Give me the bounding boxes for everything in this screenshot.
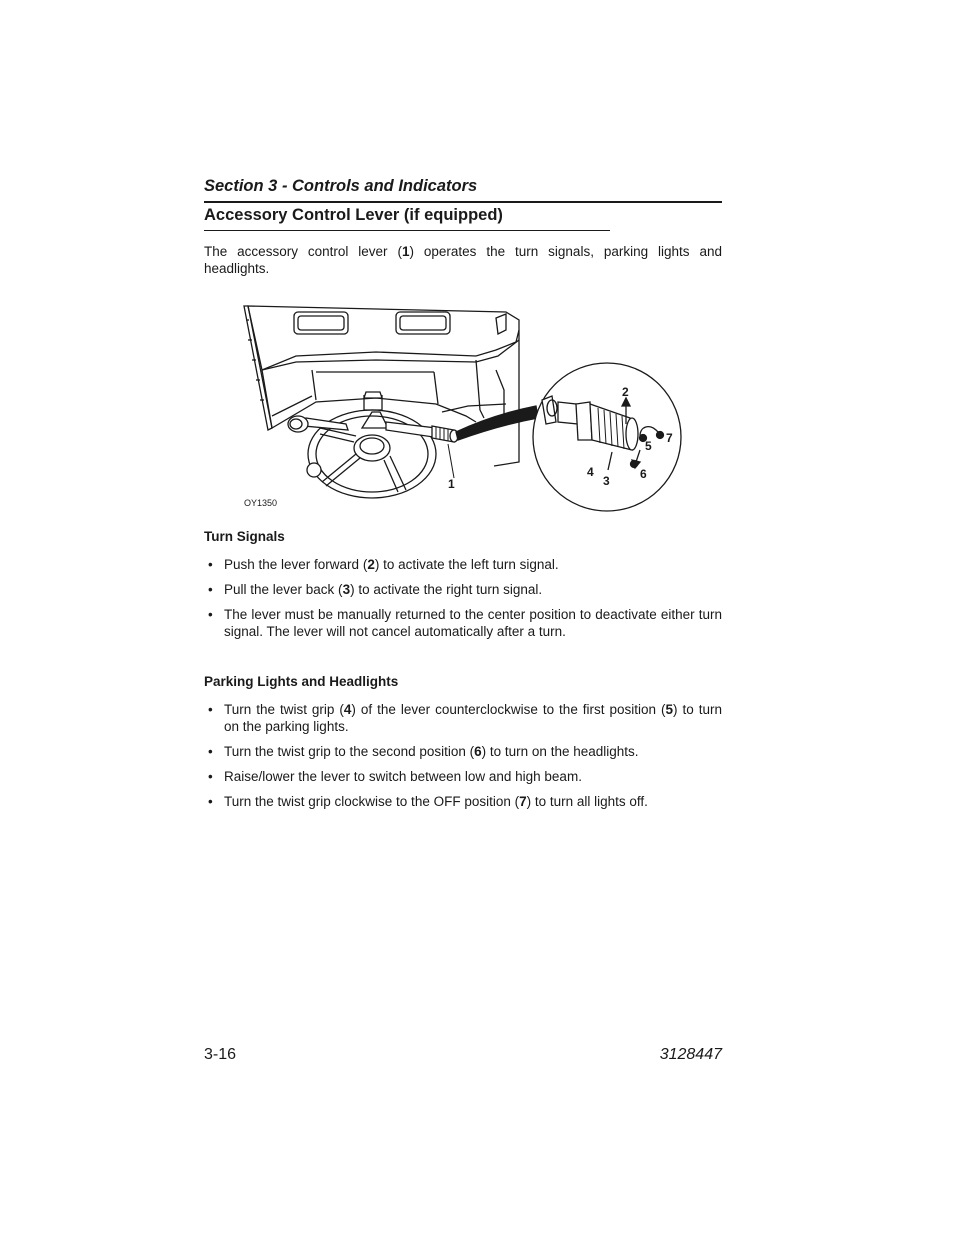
list-item: • Turn the twist grip (4) of the lever counterclockwise to the first position (5) to turn on the parking lights. <box>204 701 722 735</box>
list-item: • The lever must be manually returned to the center position to deactivate either turn signal. The lever will not cancel automatically after a turn. <box>204 606 722 640</box>
lever-detail-inset <box>533 363 681 511</box>
turn-signals-list <box>204 556 722 648</box>
page-number: 3-16 <box>204 1046 237 1063</box>
turn-signals-heading: Turn Signals <box>204 529 285 544</box>
intro-line-1: The accessory control lever (1) operates the turn signals, parking lights and <box>204 244 722 259</box>
callout-7: 7 <box>666 431 673 445</box>
intro-paragraph <box>204 243 722 277</box>
intro-line-2: headlights. <box>204 261 270 276</box>
accessory-lever-illustration <box>236 300 686 515</box>
section-title: Section 3 - Controls and Indicators <box>204 177 478 195</box>
callout-6: 6 <box>640 467 647 481</box>
list-item: • Turn the twist grip clockwise to the OFF position (7) to turn all lights off. <box>204 793 722 810</box>
dashboard-drawing <box>244 306 538 498</box>
list-item: • Turn the twist grip to the second position (6) to turn on the headlights. <box>204 743 722 760</box>
parking-lights-heading: Parking Lights and Headlights <box>204 674 399 689</box>
document-number: 3128447 <box>659 1046 722 1063</box>
list-item: • Pull the lever back (3) to activate the right turn signal. <box>204 581 722 598</box>
list-item: • Push the lever forward (2) to activate the left turn signal. <box>204 556 722 573</box>
subsection-header <box>204 206 610 231</box>
callout-5: 5 <box>645 439 652 453</box>
section-header <box>204 177 722 203</box>
list-item: • Raise/lower the lever to switch between low and high beam. <box>204 768 722 785</box>
callout-1: 1 <box>448 477 455 491</box>
callout-2: 2 <box>622 385 629 399</box>
subsection-title: Accessory Control Lever (if equipped) <box>204 206 503 224</box>
callout-4: 4 <box>587 465 594 479</box>
figure-code: OY1350 <box>244 498 278 508</box>
callout-3: 3 <box>603 474 610 488</box>
parking-lights-list <box>204 701 722 818</box>
